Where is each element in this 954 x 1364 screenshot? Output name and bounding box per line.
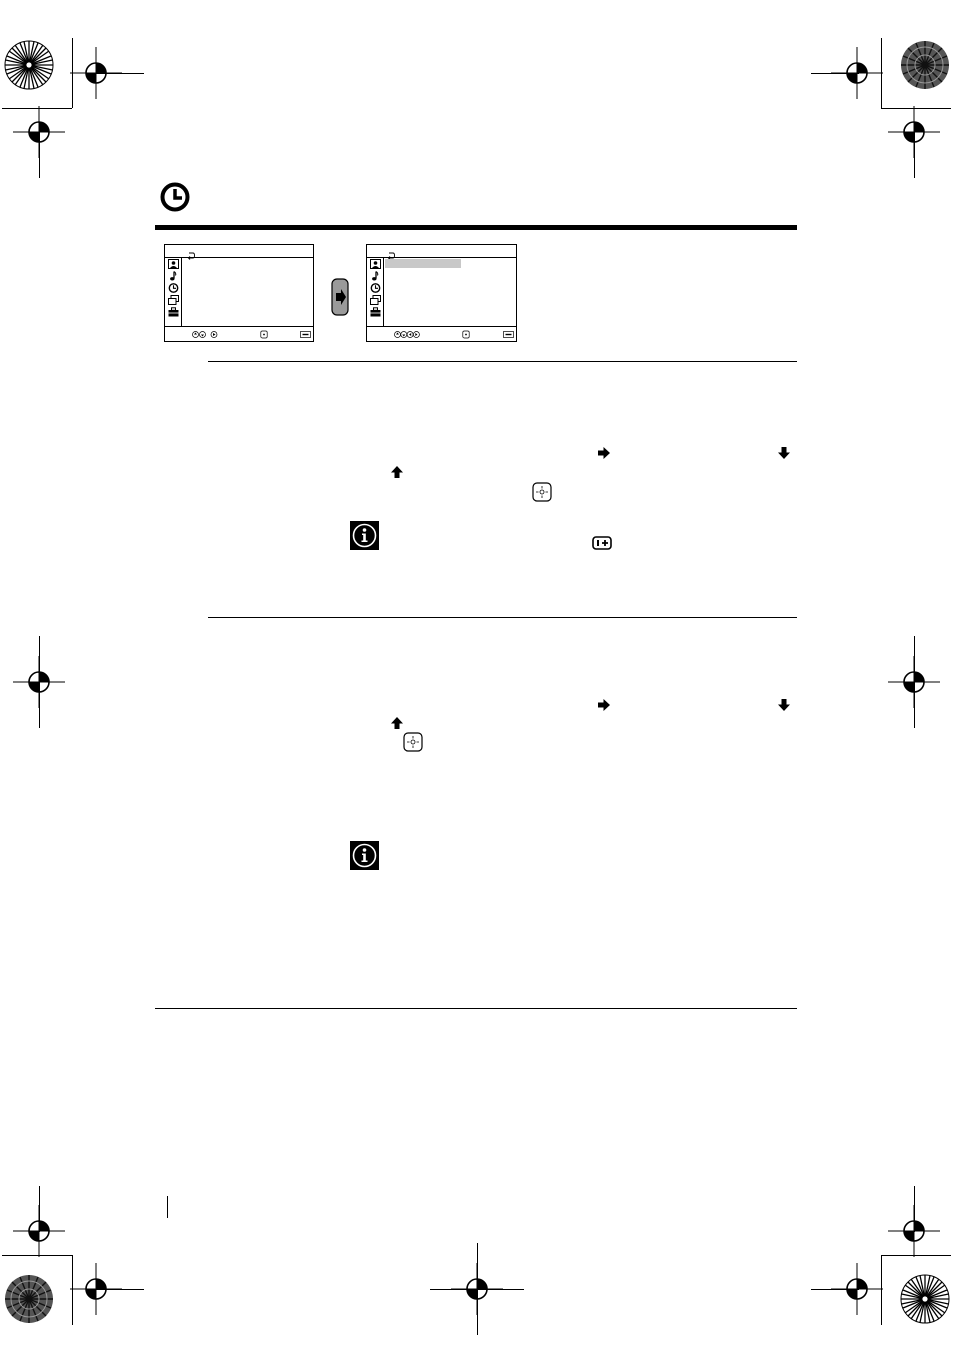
ok-key-icon (260, 330, 268, 339)
crop-line (914, 636, 915, 728)
info-text-button-icon (592, 536, 612, 550)
four-way-keys-icon (394, 330, 420, 339)
arrow-right-icon (597, 698, 611, 712)
crop-line (96, 73, 144, 74)
crop-line (881, 1255, 951, 1256)
ok-button-icon (532, 482, 552, 502)
header-rule (155, 225, 797, 230)
setup-icon (168, 307, 179, 317)
return-icon (187, 247, 195, 255)
channel-icon (370, 295, 381, 305)
menu-screen-before (164, 244, 314, 342)
crop-line (39, 1186, 40, 1232)
ok-button-icon (403, 732, 423, 752)
section-divider (208, 361, 797, 362)
arrow-down-icon (777, 698, 791, 712)
crop-line (39, 636, 40, 728)
arrow-right-icon (597, 446, 611, 460)
arrow-up-icon (390, 716, 404, 730)
arrow-up-icon (390, 465, 404, 479)
crop-line (914, 1186, 915, 1232)
info-icon (350, 841, 379, 870)
crop-line (477, 1243, 478, 1335)
right-key-icon (210, 330, 218, 339)
channel-icon (168, 295, 179, 305)
sound-icon (168, 271, 179, 281)
picture-icon (168, 259, 179, 269)
footer-rule (155, 1008, 797, 1009)
info-icon (350, 521, 379, 550)
crop-line (914, 132, 915, 178)
section-divider (208, 617, 797, 618)
crop-line (2, 1255, 72, 1256)
updown-keys-icon (192, 330, 206, 339)
menu-key-icon (503, 330, 514, 339)
menu-key-icon (300, 330, 311, 339)
starburst-mark-top-left (3, 39, 55, 91)
ok-key-icon (462, 330, 470, 339)
timer-icon (370, 283, 381, 293)
crop-line (811, 1289, 859, 1290)
timer-icon (168, 283, 179, 293)
page-number-bar (167, 1196, 168, 1218)
setup-icon (370, 307, 381, 317)
clock-icon (160, 182, 190, 212)
crop-line (811, 73, 859, 74)
crop-line (39, 132, 40, 178)
crop-line (96, 1289, 144, 1290)
starburst-mark-bottom-right (899, 1273, 951, 1325)
return-icon (387, 247, 395, 255)
sound-icon (370, 271, 381, 281)
starburst-mark-bottom-left (3, 1273, 55, 1325)
starburst-mark-top-right (899, 39, 951, 91)
menu-screen-after (366, 244, 517, 342)
picture-icon (370, 259, 381, 269)
arrow-down-icon (777, 446, 791, 460)
next-arrow-icon (331, 278, 349, 316)
selected-row-highlight (385, 259, 461, 268)
